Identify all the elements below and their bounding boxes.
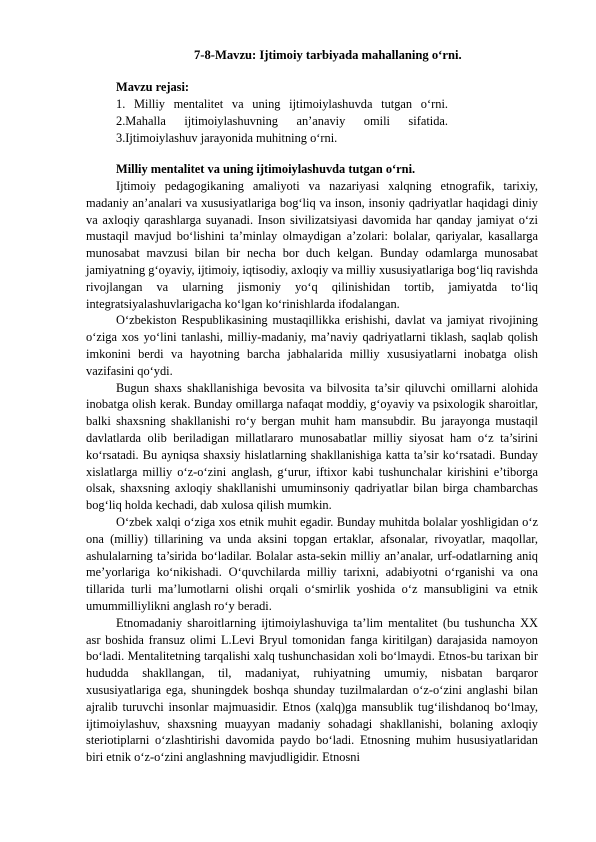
- plan-heading: Mavzu rejasi:: [116, 80, 190, 94]
- paragraph: O‘zbek xalqi o‘ziga xos etnik muhit egadir. Bunday muhitda bolalar yoshligidan o‘z ona (milliy) tillarining va unda aksini topgan ertaklar, afsonalar, rivoyatlar, maqollar, ashulalarning ta’sirida bo‘ladilar. Bolalar asta-sekin milliy an’analar, urf-odatlarning aniq me’yorlariga ko‘nikishadi. O‘quvchilarda milliy tarixni, adabiyotni o‘rganishi va ona tillarida turli ma’lumotlarni olishi orqali o‘smirlik yoshida o‘z mansubligini va etnik umummilliylikni anglash ro‘y beradi.: [86, 514, 538, 613]
- page-title: 7-8-Mavzu: Ijtimoiy tarbiyada mahallaning o‘rni.: [194, 48, 462, 62]
- paragraph: Bugun shaxs shakllanishiga bevosita va bilvosita ta’sir qiluvchi omillarni alohida inobatga olish kerak. Bunday omillarga nafaqat moddiy, g‘oyaviy va psixologik sharoitlar, balki shaxsning shakllanishi ro‘y bergan muhit ham mansubdir. Bu jarayonga mustaqil davlatlarda olib beriladigan millatlararo munosabatlar milliy siyosat ham o‘z ta’sirini ko‘rsatadi. Bu ayniqsa shaxsiy hislatlarning shakllanishiga katta ta’sir ko‘rsatadi. Bunday xislatlarga milliy o‘z-o‘zini anglash, g‘urur, iftixor kabi tushunchalar kirishini e’tiborga olsak, shaxsning axloqiy shakllanishi umuminsoniy qadriyatlar bilan birga chambarchas bog‘liq holda kechadi, dab xulosa qilish mumkin.: [86, 380, 538, 513]
- plan-body: 1. Milliy mentalitet va uning ijtimoiylashuvda tutgan o‘rni. 2.Mahalla ijtimoiylashuvning an’anaviy omili sifatida. 3.Ijtimoiylashuv jarayonida muhitning o‘rni.: [116, 97, 448, 145]
- paragraph: Etnomadaniy sharoitlarning ijtimoiylashuviga ta’lim mentalitet (bu tushuncha XX asr boshida fransuz olimi L.Levi Bryul tomonidan fanga kiritilgan) darajasida namoyon bo‘ladi. Mentalitetning tarqalishi xalq tushunchasidan xoli bo‘lmaydi. Etnos-bu tarixan bir hududda shakllangan, til, madaniyat, ruhiyatning umumiy, nisbatan barqaror xususiyatlariga ega, shuningdek boshqa shunday tuzilmalardan o‘z-o‘zini anglashi bilan ajralib turuvchi insonlar majmuasidir. Etnos (xalq)ga mansublik tug‘ilishdanoq bo‘lmay, ijtimoiylashuv, shaxsning muayyan madaniy sohadagi shakllanishi, bolaning axloqiy steriotiplarni o‘zlashtirishi davomida paydo bo‘ladi. Etnosning muhim hususiyatlaridan biri etnik o‘z-o‘zini anglashning mavjudligidir. Etnosni: [86, 615, 538, 765]
- paragraph: Ijtimoiy pedagogikaning amaliyoti va nazariyasi xalqning etnografik, tarixiy, madaniy an’analari va xususiyatlariga bog‘liq va inson, insoniy qadriyatlar haqidagi diniy va axloqiy qarashlarga suyanadi. Inson sivilizatsiyasi davomida har qanday jamiyat o‘zi mustaqil mavjud bo‘lishini ta’minlay olmaydigan a’zolari: bolalar, qariyalar, kasallarga munosabat mavzusi bilan bir necha bor duch kelgan. Bunday odamlarga munosabat jamiyatning g‘oyaviy, ijtimoiy, iqtisodiy, axloqiy va milliy xususiyatlariga bog‘liq ravishda rivojlangan va ularning jismoniy yo‘q qilinishidan tortib, jamiyatda to‘liq integratsiyalashuvlarigacha ko‘lgan ko‘rinishlarda ifodalangan.: [86, 179, 538, 311]
- paragraph: O‘zbekiston Respublikasining mustaqillikka erishishi, davlat va jamiyat rivojining o‘ziga xos yo‘lini tanlashi, milliy-madaniy, ma’naviy qadriyatlarni tiklash, saqlab qolish imkonini berdi va hayotning barcha jabhalarida milliy xususiyatlarni inobatga olish vazifasini qo‘ydi.: [86, 313, 538, 378]
- lesson-plan: [116, 79, 448, 147]
- section-heading: Milliy mentalitet va uning ijtimoiylashuvda tutgan o‘rni.: [116, 162, 416, 176]
